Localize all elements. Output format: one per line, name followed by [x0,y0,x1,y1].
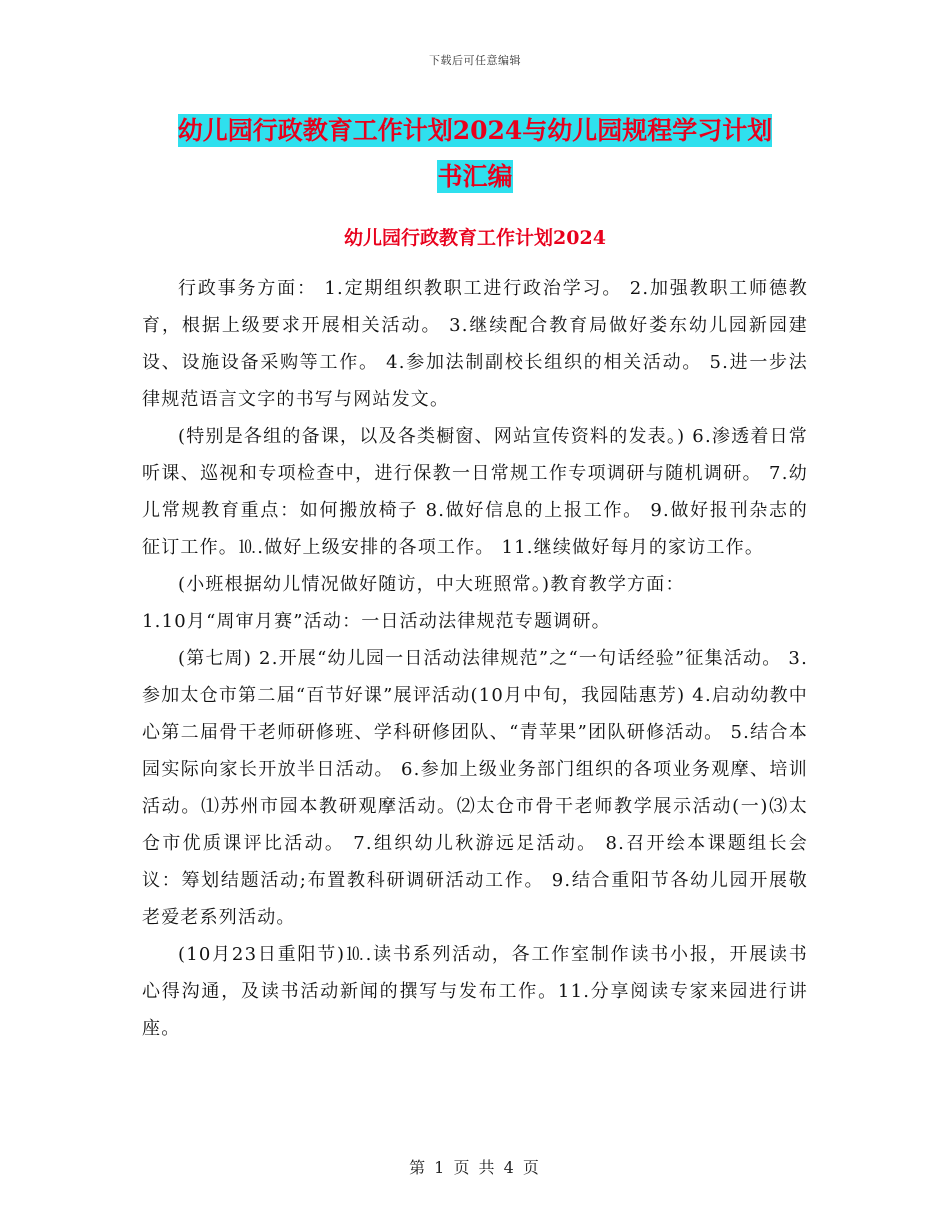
paragraph-admin-affairs: 行政事务方面： 1.定期组织教职工进行政治学习。 2.加强教职工师德教育，根据上级要求开展相关活动。 3.继续配合教育局做好娄东幼儿园新园建设、设施设备采购等工作。 4.参加法制副校长组织的相关活动。 5.进一步法律规范语言文字的书写与网站发文。 [142,278,808,410]
page-header: 下载后可任意编辑 [429,54,521,67]
page-footer: 第 1 页 共 4 页 [409,1158,541,1177]
document-title-line-1: 幼儿园行政教育工作计划2024与幼儿园规程学习计划 [177,116,773,145]
paragraph-teaching-activities: (第七周) 2.开展“幼儿园一日活动法律规范”之“一句话经验”征集活动。 3.参加太仓市第二届“百节好课”展评活动(10月中旬，我园陆惠芳) 4.启动幼教中心第二届骨干老师研修班、学科研修团队、“青苹果”团队研修活动。 5.结合本园实际向家长开放半日活动。 6.参加上级业务部门组织的各项业务观摩、培训活动。⑴苏州市园本教研观摩活动。⑵太仓市骨干老师教学展示活动(一)⑶太仓市优质课评比活动。 7.组织幼儿秋游远足活动。 8.召开绘本课题组长会议：筹划结题活动;布置教科研调研活动工作。 9.结合重阳节各幼儿园开展敬老爱老系列活动。 [142,648,808,928]
document-title-line-2: 书汇编 [437,162,513,191]
document-title [100,108,850,200]
paragraph-teaching-intro: (小班根据幼儿情况做好随访，中大班照常。)教育教学方面： [178,574,685,595]
paragraph-reading-activities: (10月23日重阳节)⒑.读书系列活动，各工作室制作读书小报，开展读书心得沟通，及读书活动新闻的撰写与发布工作。11.分享阅读专家来园进行讲座。 [142,944,808,1039]
document-body [142,270,808,1047]
section-title: 幼儿园行政教育工作计划2024 [344,227,606,249]
paragraph-routine-work: (特别是各组的备课，以及各类橱窗、网站宣传资料的发表。) 6.渗透着日常听课、巡视和专项检查中，进行保教一日常规工作专项调研与随机调研。 7.幼儿常规教育重点：如何搬放椅子 8.做好信息的上报工作。 9.做好报刊杂志的征订工作。⒑.做好上级安排的各项工作。 11.继续做好每月的家访工作。 [142,426,808,558]
paragraph-october-item: 1.10月“周审月赛”活动：一日活动法律规范专题调研。 [142,611,611,632]
